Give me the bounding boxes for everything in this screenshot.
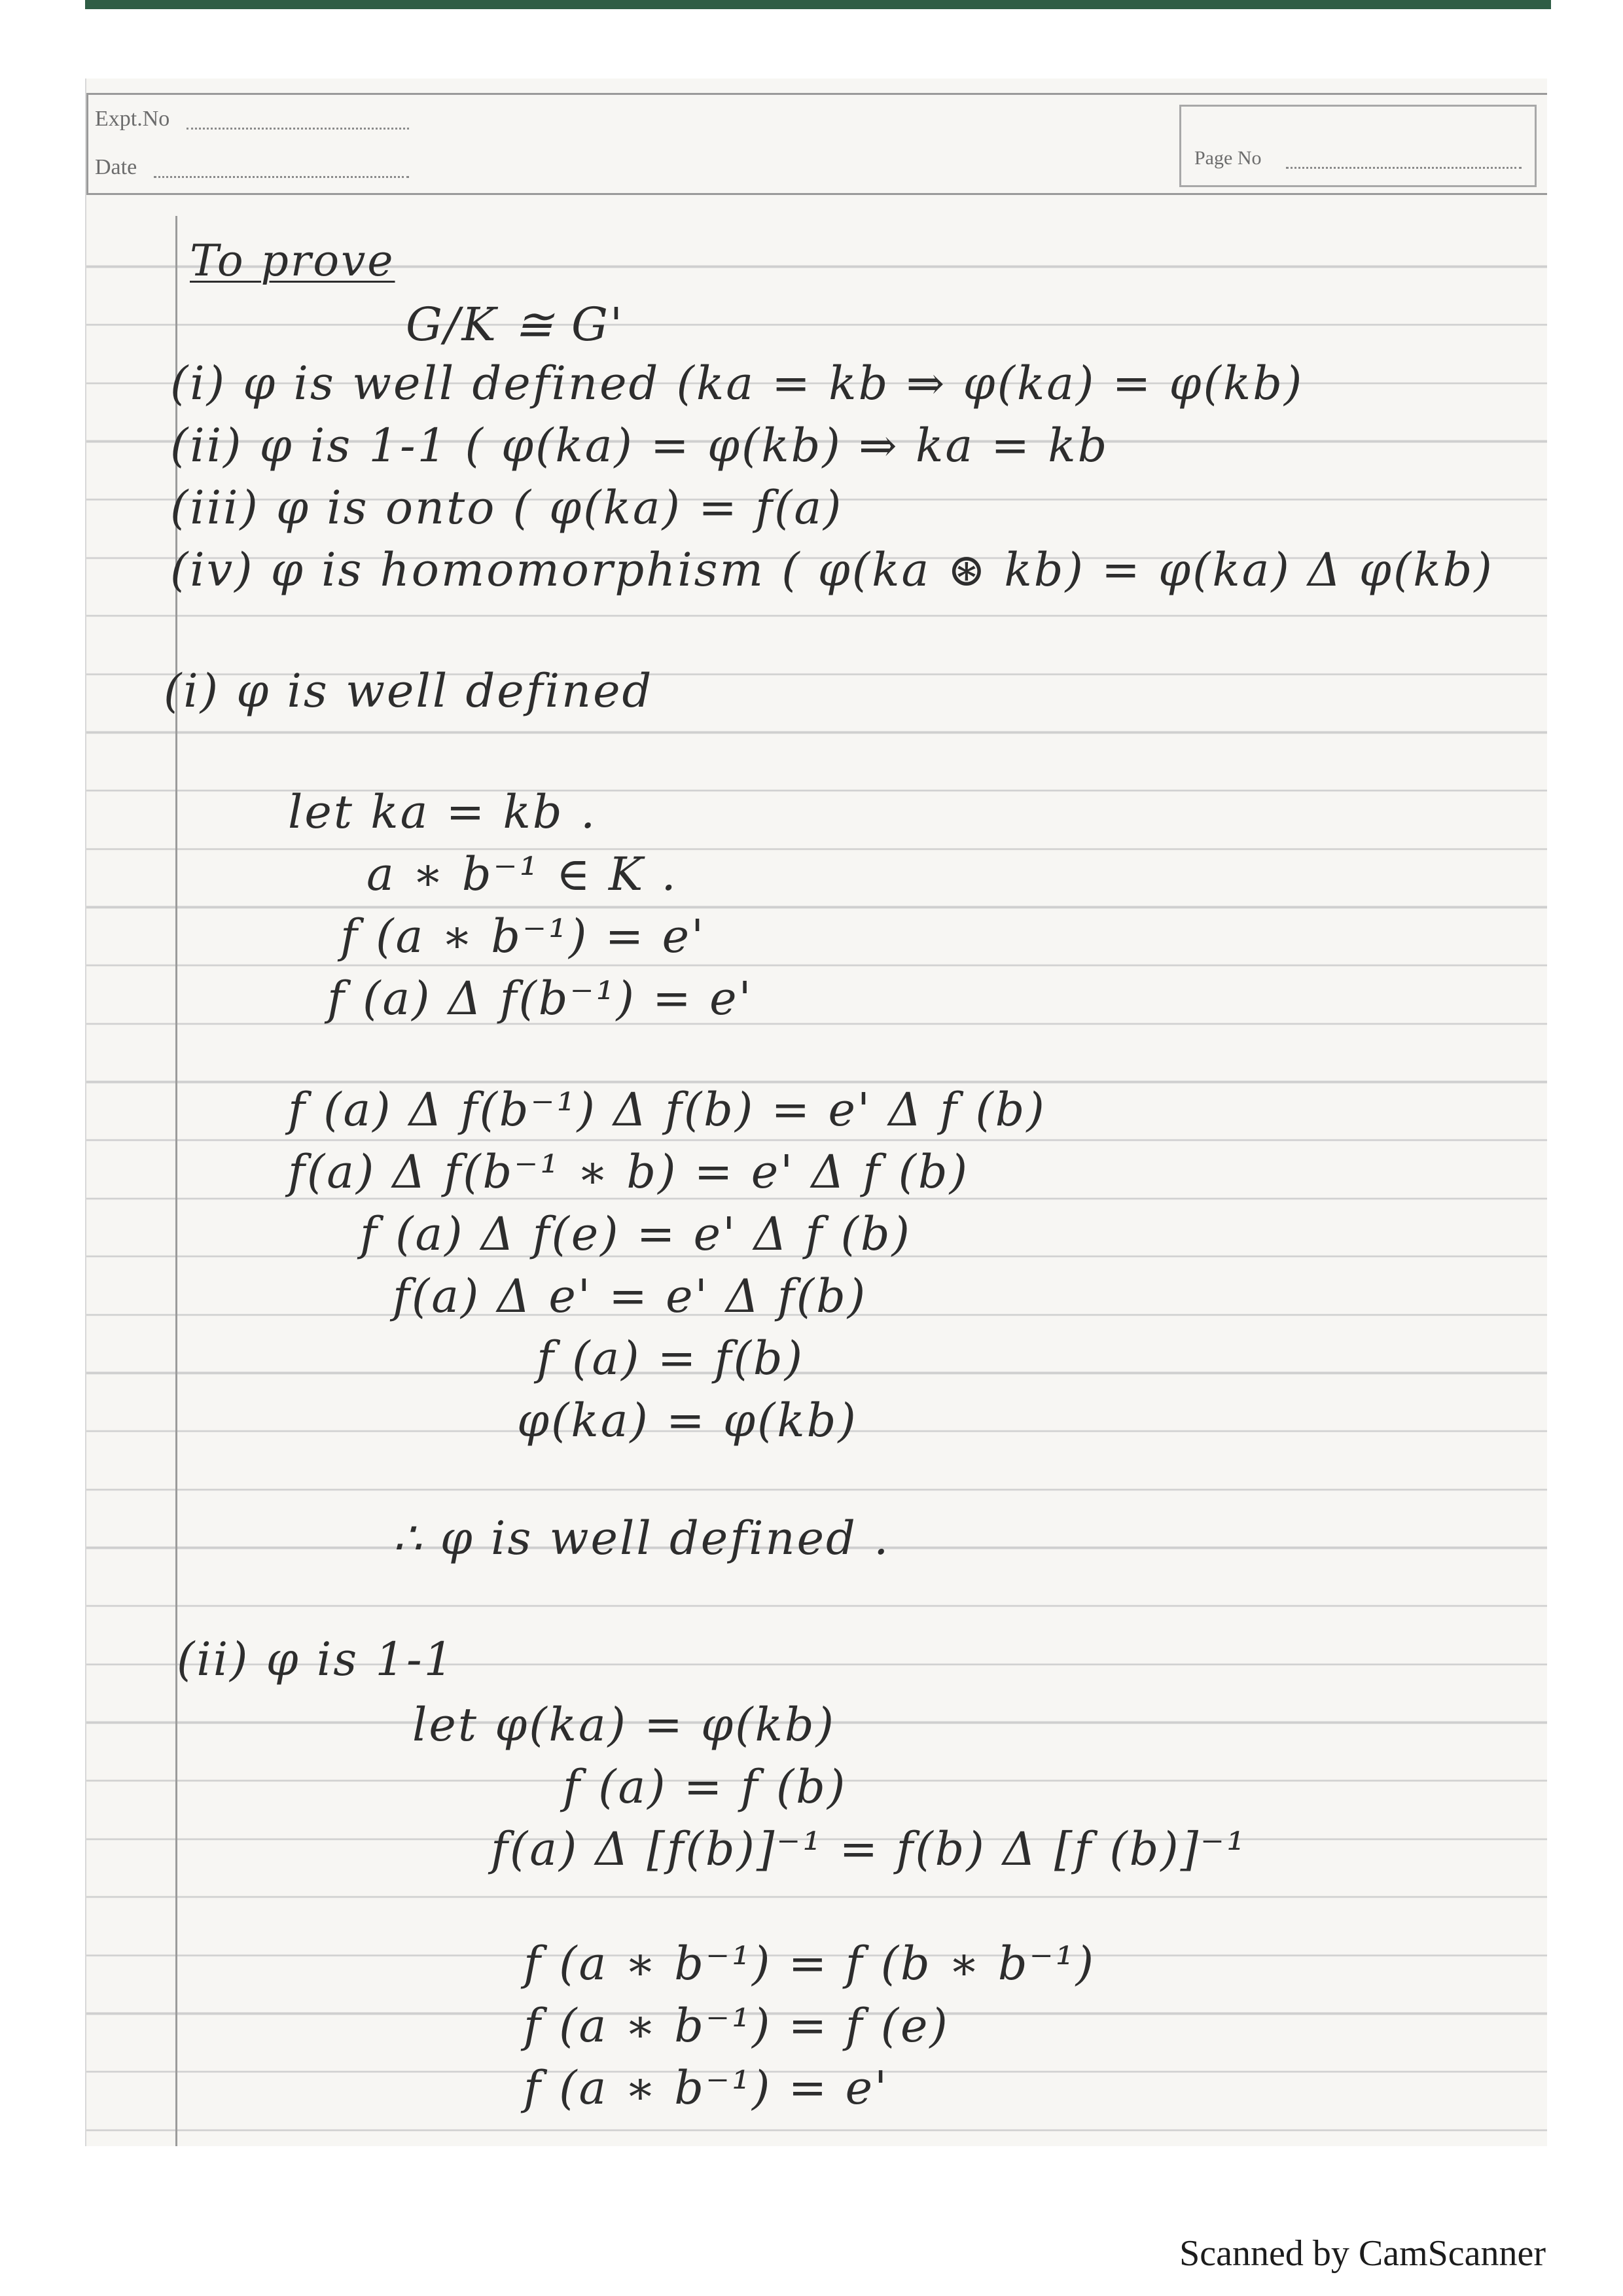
part1-line: f (a) Δ f(b⁻¹) = e' [327, 972, 753, 1025]
part1-step: f(a) Δ f(b⁻¹ ∗ b) = e' Δ f (b) [288, 1145, 970, 1199]
part1-heading: (i) φ is well defined [164, 664, 654, 718]
part2-line: f (a ∗ b⁻¹) = f (b ∗ b⁻¹) [524, 1937, 1096, 1990]
condition-4: (iv) φ is homomorphism ( φ(ka ⊛ kb) = φ(ka) Δ φ(kb) [170, 543, 1494, 597]
part1-step: φ(ka) = φ(kb) [517, 1394, 858, 1447]
part1-line: f (a ∗ b⁻¹) = e' [340, 910, 706, 963]
statement: G/K ≅ G' [406, 298, 625, 351]
page-no-field [1286, 167, 1522, 169]
part2-line: let φ(ka) = φ(kb) [412, 1698, 836, 1752]
part2-line: f (a ∗ b⁻¹) = f (e) [524, 1999, 950, 2053]
condition-3: (iii) φ is onto ( φ(ka) = f(a) [170, 481, 844, 535]
page-no-label: Page No [1194, 147, 1262, 169]
date-field [154, 176, 409, 178]
experiment-info-box [86, 93, 424, 195]
part2-line: f(a) Δ [f(b)]⁻¹ = f(b) Δ [f (b)]⁻¹ [491, 1822, 1247, 1876]
part1-step: f (a) = f(b) [537, 1332, 805, 1385]
part1-step: f(a) Δ e' = e' Δ f(b) [393, 1269, 868, 1323]
expt-no-label: Expt.No [95, 107, 170, 131]
condition-1: (i) φ is well defined (ka = kb ⇒ φ(ka) = φ(kb) [170, 357, 1304, 410]
part1-line: a ∗ b⁻¹ ∈ K . [366, 847, 678, 901]
scanner-watermark: Scanned by CamScanner [1179, 2233, 1546, 2274]
expt-no-field [187, 128, 409, 130]
part2-line: f (a) = f (b) [563, 1760, 847, 1814]
date-label: Date [95, 155, 137, 179]
condition-2: (ii) φ is 1-1 ( φ(ka) = φ(kb) ⇒ ka = kb [170, 419, 1109, 472]
title: To prove [190, 236, 395, 286]
part2-heading: (ii) φ is 1-1 [177, 1633, 455, 1686]
part1-step: f (a) Δ f(b⁻¹) Δ f(b) = e' Δ f (b) [288, 1083, 1046, 1137]
part1-step: f (a) Δ f(e) = e' Δ f (b) [360, 1207, 912, 1261]
page-number-box [1179, 105, 1537, 187]
part1-line: let ka = kb . [288, 785, 597, 839]
top-edge-band [85, 0, 1551, 9]
part1-conclusion: ∴ φ is well defined . [393, 1511, 891, 1565]
part2-line: f (a ∗ b⁻¹) = e' [524, 2061, 889, 2115]
